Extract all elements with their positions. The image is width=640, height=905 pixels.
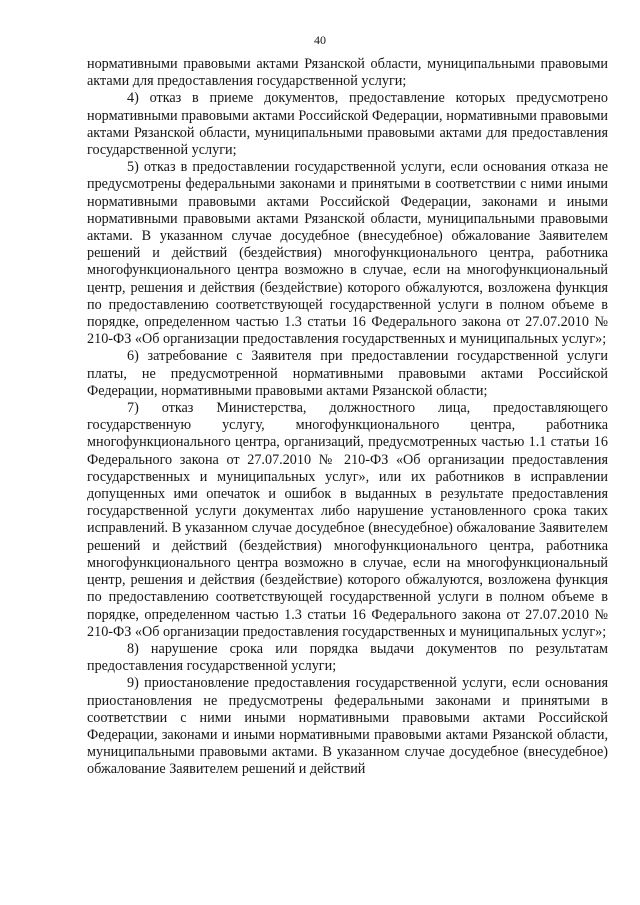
paragraph-item-7: 7) отказ Министерства, должностного лица, предоставляющего государственную услугу, многофункционального центра, работника многофункционального центра, организаций, предусмотренных частью 1.1 статьи 16 Федерального закона от 27.07.2010 № 210-ФЗ «Об организации предоставления государственных и муниципальных услуг», или их работников в исправлении допущенных ими опечаток и ошибок в выданных в результате предоставления государственной услуги документах либо нарушение установленного срока таких исправлений. В указанном случае досудебное (внесудебное) обжалование Заявителем решений и действий (бездействия) многофункционального центра, работника многофункционального центра возможно в случае, если на многофункциональный центр, решения и действия (бездействие) которого обжалуются, возложена функция по предоставлению соответствующей государственной услуги в полном объеме в порядке, определенном частью 1.3 статьи 16 Федерального закона от 27.07.2010 № 210-ФЗ «Об организации предоставления государственных и муниципальных услуг»; bbox=[87, 400, 608, 640]
paragraph-item-6: 6) затребование с Заявителя при предоставлении государственной услуги платы, не предусмотренной нормативными правовыми актами Российской Федерации, нормативными правовыми актами Рязанской области; bbox=[87, 348, 608, 399]
paragraph-continuation: нормативными правовыми актами Рязанской области, муниципальными правовыми актами для предоставления государственной услуги; bbox=[87, 56, 608, 90]
paragraph-item-4: 4) отказ в приеме документов, предоставление которых предусмотрено нормативными правовыми актами Российской Федерации, нормативными правовыми актами Рязанской области, муниципальными правовыми актами для предоставления государственной услуги; bbox=[87, 90, 608, 159]
paragraph-item-5: 5) отказ в предоставлении государственной услуги, если основания отказа не предусмотрены федеральными законами и принятыми в соответствии с ними иными нормативными правовыми актами Российской Федерации, законами и иными нормативными правовыми актами Рязанской области, муниципальными правовыми актами. В указанном случае досудебное (внесудебное) обжалование Заявителем решений и действий (бездействия) многофункционального центра, работника многофункционального центра возможно в случае, если на многофункциональный центр, решения и действия (бездействие) которого обжалуются, возложена функция по предоставлению соответствующей государственной услуги в полном объеме в порядке, определенном частью 1.3 статьи 16 Федерального закона от 27.07.2010 № 210-ФЗ «Об организации предоставления государственных и муниципальных услуг»; bbox=[87, 159, 608, 348]
paragraph-item-9: 9) приостановление предоставления государственной услуги, если основания приостановления не предусмотрены федеральными законами и принятыми в соответствии с ними иными нормативными правовыми актами Российской Федерации, законами и иными нормативными правовыми актами Рязанской области, муниципальными правовыми актами. В указанном случае досудебное (внесудебное) обжалование Заявителем решений и действий bbox=[87, 675, 608, 778]
page-number: 40 bbox=[314, 33, 326, 47]
paragraph-item-8: 8) нарушение срока или порядка выдачи документов по результатам предоставления государственной услуги; bbox=[87, 640, 608, 675]
body-text bbox=[87, 56, 608, 779]
